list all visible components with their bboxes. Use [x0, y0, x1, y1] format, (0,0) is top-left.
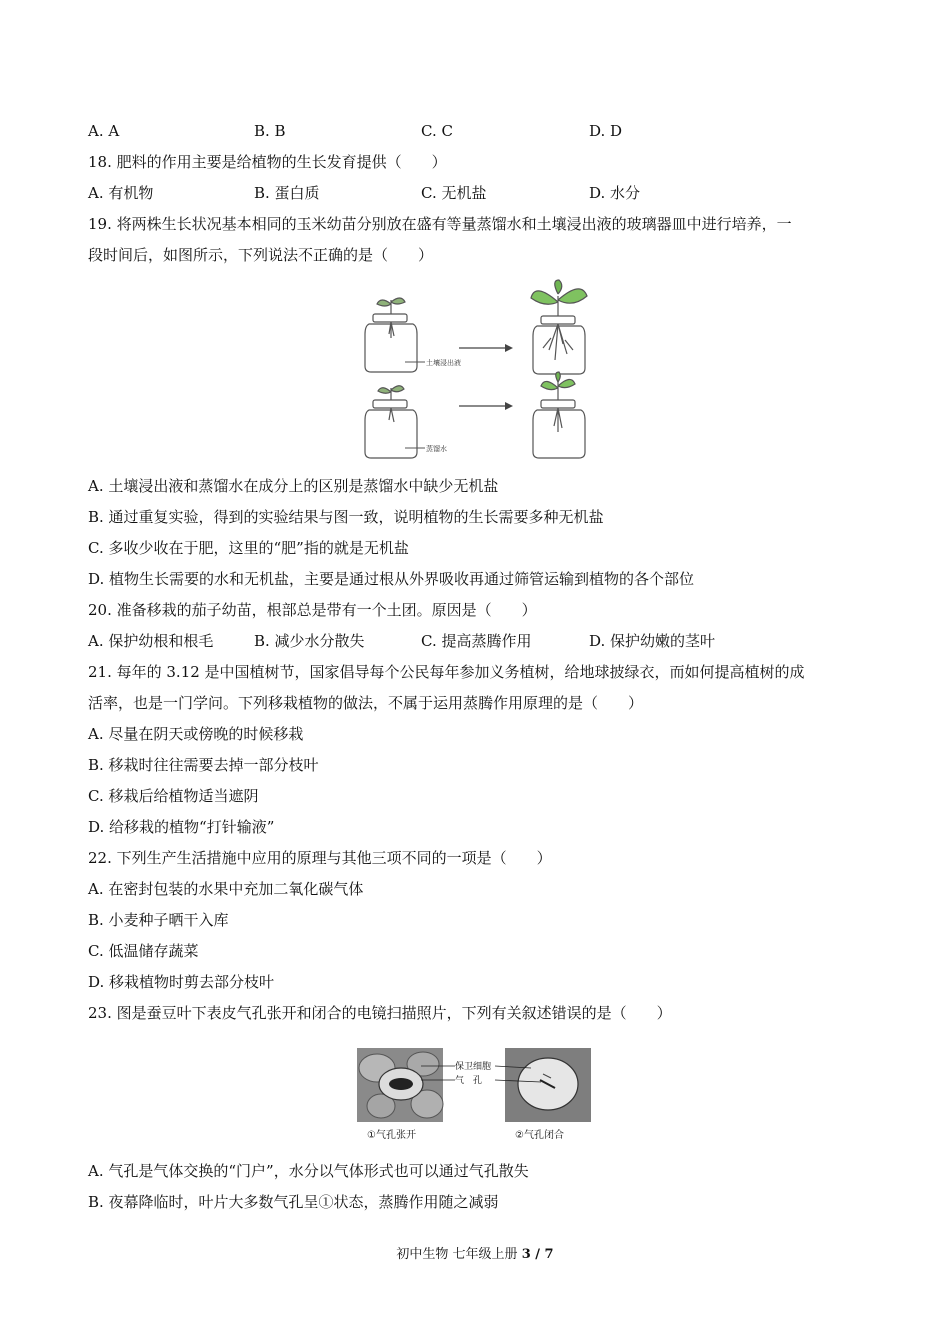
q22-option-c: C. 低温储存蔬菜 — [88, 942, 199, 960]
label-soil-extract: 土壤浸出液 — [426, 359, 461, 367]
q19-option-c: C. 多收少收在于肥，这里的“肥”指的就是无机盐 — [88, 539, 409, 557]
q22-option-a: A. 在密封包装的水果中充加二氧化碳气体 — [88, 880, 364, 898]
q23-stem: 23. 图是蚕豆叶下表皮气孔张开和闭合的电镜扫描照片，下列有关叙述错误的是（ ） — [88, 1004, 672, 1022]
q21-option-a: A. 尽量在阴天或傍晚的时候移栽 — [88, 725, 304, 743]
q19-seedling-figure — [355, 278, 595, 460]
jar-distilled-before — [365, 386, 417, 458]
q22-stem: 22. 下列生产生活措施中应用的原理与其他三项不同的一项是（ ） — [88, 849, 552, 867]
jar-distilled-after — [533, 372, 585, 458]
q21-option-b: B. 移栽时往往需要去掉一部分枝叶 — [88, 756, 319, 774]
q20-stem: 20. 准备移栽的茄子幼苗，根部总是带有一个土团。原因是（ ） — [88, 601, 537, 619]
q19-stem-line1: 19. 将两株生长状况基本相同的玉米幼苗分别放在盛有等量蒸馏水和土壤浸出液的玻璃器皿中进行培养，一 — [88, 215, 792, 233]
q21-option-d: D. 给移栽的植物“打针输液” — [88, 818, 275, 836]
q23-stomata-figure — [355, 1046, 595, 1144]
q17-option-d: D. D — [589, 122, 623, 140]
q20-option-c: C. 提高蒸腾作用 — [421, 632, 532, 650]
label-stoma-closed: ②气孔闭合 — [515, 1130, 564, 1141]
q18-option-c: C. 无机盐 — [421, 184, 487, 202]
q17-option-b: B. B — [254, 122, 286, 140]
q19-stem-line2: 段时间后，如图所示，下列说法不正确的是（ ） — [88, 246, 434, 264]
q21-option-c: C. 移栽后给植物适当遮阴 — [88, 787, 259, 805]
q18-option-a: A. 有机物 — [88, 184, 154, 202]
page-number: 3 / 7 — [521, 1247, 554, 1262]
q18-option-b: B. 蛋白质 — [254, 184, 320, 202]
q23-option-b: B. 夜幕降临时，叶片大多数气孔呈①状态，蒸腾作用随之减弱 — [88, 1193, 499, 1211]
label-stoma-open: ①气孔张开 — [367, 1130, 416, 1141]
q18-option-d: D. 水分 — [589, 184, 641, 202]
q21-stem-line2: 活率，也是一门学问。下列移栽植物的做法，不属于运用蒸腾作用原理的是（ ） — [88, 694, 644, 712]
q20-option-a: A. 保护幼根和根毛 — [88, 632, 214, 650]
q20-option-b: B. 减少水分散失 — [254, 632, 365, 650]
footer-subject: 初中生物 七年级上册 — [396, 1247, 522, 1262]
q17-option-c: C. C — [421, 122, 453, 140]
stoma-closed-photo — [505, 1048, 591, 1122]
stoma-open-photo — [357, 1048, 443, 1122]
q18-stem: 18. 肥料的作用主要是给植物的生长发育提供（ ） — [88, 153, 447, 171]
jar-soil-extract-after — [531, 280, 587, 374]
q19-option-d: D. 植物生长需要的水和无机盐，主要是通过根从外界吸收再通过筛管运输到植物的各个部位 — [88, 570, 695, 588]
q17-option-a: A. A — [88, 122, 120, 140]
jar-soil-extract-before — [365, 298, 417, 372]
label-guard-cell: 保卫细胞 — [455, 1062, 492, 1072]
q22-option-b: B. 小麦种子晒干入库 — [88, 911, 229, 929]
q19-option-b: B. 通过重复实验，得到的实验结果与图一致，说明植物的生长需要多种无机盐 — [88, 508, 604, 526]
q21-stem-line1: 21. 每年的 3.12 是中国植树节，国家倡导每个公民每年参加义务植树，给地球披绿衣，而如何提高植树的成 — [88, 663, 805, 681]
q20-option-d: D. 保护幼嫩的茎叶 — [589, 632, 716, 650]
label-stoma: 气 孔 — [455, 1076, 483, 1086]
label-distilled-water: 蒸馏水 — [426, 445, 447, 453]
q22-option-d: D. 移栽植物时剪去部分枝叶 — [88, 973, 275, 991]
q23-option-a: A. 气孔是气体交换的“门户”，水分以气体形式也可以通过气孔散失 — [88, 1162, 529, 1180]
page-footer — [0, 1246, 950, 1264]
q19-option-a: A. 土壤浸出液和蒸馏水在成分上的区别是蒸馏水中缺少无机盐 — [88, 477, 499, 495]
